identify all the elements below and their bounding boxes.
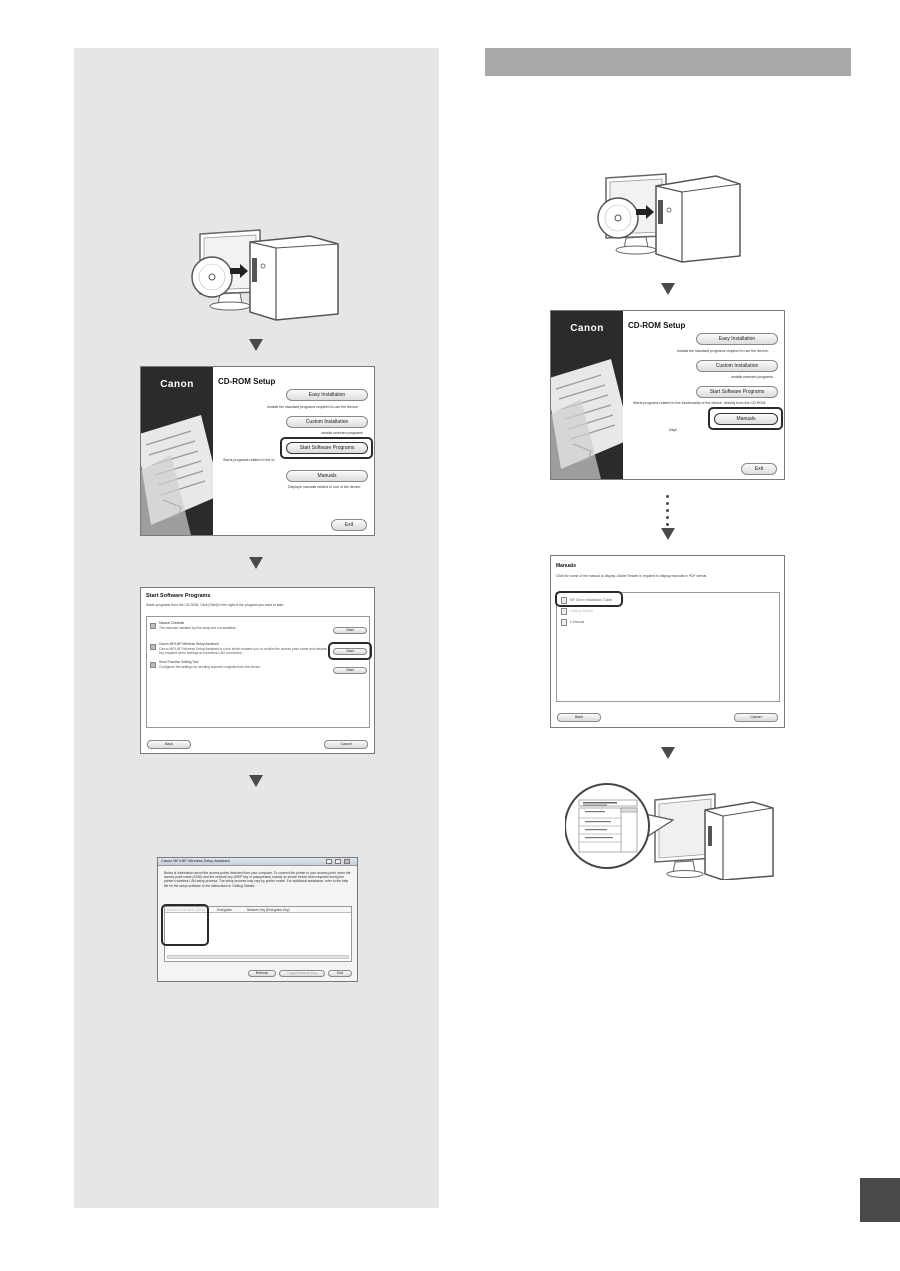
program-description: Canon MF/LBP Wireless Setup Assistant is a tool which enables you to confirm the access point name and network key required when settings at a wireless LAN connection. (159, 647, 328, 655)
step-arrow (249, 775, 263, 787)
exit-button[interactable]: Exit (741, 463, 777, 475)
cd-setup-title: CD-ROM Setup (628, 321, 686, 330)
pdf-document-icon (561, 619, 567, 626)
pdf-document-icon (561, 608, 567, 615)
highlight-frame (328, 642, 372, 660)
manuals-note: Displays manuals related to use of the device. (288, 485, 362, 489)
highlight-frame (555, 591, 623, 607)
cd-setup-side-art (551, 311, 623, 479)
program-description: Configures the settings for sending scanned originals from the device. (159, 665, 261, 669)
close-icon[interactable] (344, 859, 350, 864)
easy-installation-note: Installs the standard programs required to use the device. (267, 405, 359, 409)
start-software-note: Starts programs related to the fu (223, 458, 275, 462)
canon-logo: Canon (160, 379, 194, 390)
manuals-window-title: Manuals (556, 563, 577, 569)
software-program-list (146, 616, 370, 728)
copy-network-key-button[interactable]: Copy Network Key (279, 970, 325, 977)
start-software-programs-button[interactable]: Start Software Programs (286, 442, 368, 454)
manual-item[interactable]: MF Driver Installation Guide (570, 598, 613, 602)
start-software-programs-window (140, 587, 375, 754)
start-button[interactable]: Start (333, 667, 367, 674)
encryption-column-header: Encryption (217, 908, 233, 912)
ssid-column-header: Access Point Name (SSID) (167, 908, 206, 912)
cd-setup-title: CD-ROM Setup (218, 377, 276, 386)
custom-installation-button[interactable]: Custom Installation (286, 416, 368, 428)
manuals-window (550, 555, 785, 728)
start-software-note: Starts programs related to the functionality of the device, directly from the CD-ROM. (633, 401, 767, 405)
refresh-button[interactable]: Refresh (248, 970, 276, 977)
view-manual-illustration (565, 780, 775, 880)
custom-installation-note: Installs selected programs. (321, 431, 364, 435)
highlight-frame (161, 904, 209, 946)
wizard-title: Canon MF/LBP Wireless Setup Assistant (161, 859, 230, 863)
highlight-frame (708, 407, 783, 430)
horizontal-scrollbar[interactable] (167, 955, 349, 959)
insert-cd-illustration (190, 222, 340, 322)
document-art (551, 359, 623, 479)
minimize-icon[interactable] (326, 859, 332, 864)
step-arrow (249, 557, 263, 569)
continuation-dots (666, 495, 669, 530)
manuals-button[interactable]: Manuals (714, 413, 778, 425)
manuals-button[interactable]: Manuals (286, 470, 368, 482)
start-software-programs-button[interactable]: Start Software Programs (696, 386, 778, 398)
easy-installation-note: Installs the standard programs required to use the device. (677, 349, 769, 353)
exit-button[interactable]: Exit (331, 519, 367, 531)
program-name: Canon MF/LBP Wireless Setup Assistant (159, 642, 219, 646)
easy-installation-button[interactable]: Easy Installation (286, 389, 368, 401)
send-setting-tool-icon (150, 662, 156, 668)
cd-rom-setup-window-right (550, 310, 785, 480)
back-button[interactable]: Back (557, 713, 601, 722)
program-description: The manuals installed by this setup are not available. (159, 626, 237, 630)
cd-rom-setup-window-left (140, 366, 375, 536)
wireless-setup-icon (150, 644, 156, 650)
custom-installation-button[interactable]: Custom Installation (696, 360, 778, 372)
step-arrow (661, 747, 675, 759)
cancel-button[interactable]: Cancel (734, 713, 778, 722)
manual-item[interactable]: e-Manual (570, 620, 585, 624)
start-button[interactable]: Start (333, 648, 367, 655)
network-key-column-header: Network Key (Encryption Key) (247, 908, 290, 912)
software-window-title: Start Software Programs (146, 593, 211, 599)
manual-item[interactable]: Getting Started (570, 609, 593, 613)
step-arrow (661, 528, 675, 540)
easy-installation-button[interactable]: Easy Installation (696, 333, 778, 345)
step-arrow (249, 339, 263, 351)
manuals-window-subtitle: Click the name of the manual to display. Adobe Reader is required to display manuals in PDF format. (556, 574, 708, 578)
canon-logo: Canon (570, 323, 604, 334)
wizard-exit-button[interactable]: Exit (328, 970, 352, 977)
highlight-frame (280, 437, 373, 459)
manual-checklist-icon (150, 623, 156, 629)
document-art (141, 415, 213, 535)
program-name: Manual Checklist (159, 621, 185, 625)
window-title-bar (158, 858, 357, 866)
software-window-subtitle: Starts programs from the CD-ROM. Click [Start] to the right of the program you want to start. (146, 603, 285, 607)
step-arrow (661, 283, 675, 295)
manual-list (556, 592, 780, 702)
start-button[interactable]: Start (333, 627, 367, 634)
right-section-header-bar (485, 48, 851, 76)
wireless-setup-assistant-window (157, 857, 358, 982)
cancel-button[interactable]: Cancel (324, 740, 368, 749)
custom-installation-note: Installs selected programs. (731, 375, 774, 379)
page-number-tab (860, 1178, 900, 1222)
cd-setup-side-art (141, 367, 213, 535)
maximize-icon[interactable] (335, 859, 341, 864)
program-name: Send Function Setting Tool (159, 660, 199, 664)
manuals-note: Displ (669, 428, 677, 432)
back-button[interactable]: Back (147, 740, 191, 749)
wizard-instructions: Below is information about the access points detected from your computer. To connect the printer to your access point, enter the access point name (SSID) and the network key (WEP key or passphrase) exactly as shown below when required during the printer's wireless LAN setup process. The setup process may vary by printer model. For additional assistance, refer to the help file for the setup software or the instructions in Getting Started. (164, 871, 351, 888)
insert-cd-illustration (596, 166, 746, 266)
